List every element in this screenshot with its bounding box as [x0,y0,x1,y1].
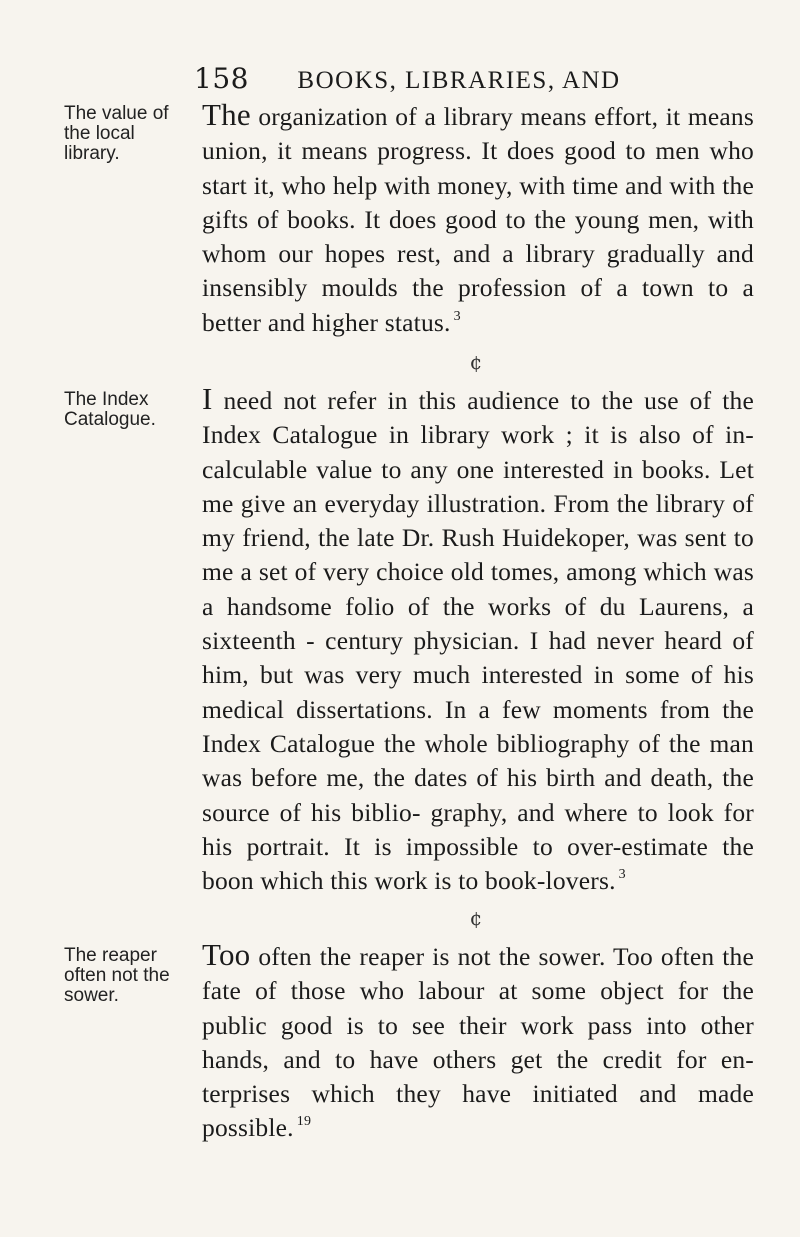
paragraph-first-word: The [202,97,251,132]
running-title: BOOKS, LIBRARIES, AND [297,67,621,94]
paragraph-text: often the reaper is not the sower. Too often the fate of those who labour at some object for the public good is to see their work pass into other hands, and to have others get the credit for en- terprises which they have initiated and made possible. [202,942,754,1143]
paragraph-local-library [202,98,754,340]
paragraph-text: organization of a library means effort, it means union, it means progress. It does good to men who start it, who help with money, with time and with the gifts of books. It does good to the young men, with whom our hopes rest, and a library gradually and insensibly moulds the profession of a town to a better and higher status. [202,102,754,337]
section-ornament: ¢ [469,350,483,374]
margin-note-index-catalogue: The Index Catalogue. [64,389,156,430]
paragraph-first-word: Too [202,937,251,972]
footnote-marker: 3 [453,308,461,324]
running-head [194,62,754,95]
paragraph-first-word: I [202,381,213,416]
margin-note-local-library: The value of the local library. [64,103,169,164]
paragraph-reaper [202,938,754,1146]
section-ornament: ¢ [469,906,483,930]
footnote-marker: 19 [296,1114,312,1130]
footnote-marker: 3 [618,867,626,883]
margin-note-reaper: The reaper often not the sower. [64,945,170,1006]
page-number: 158 [194,62,249,95]
paragraph-text: need not refer in this audience to the use of the Index Catalogue in library work ; it is also of in- calculable value to any one interested in books. Let me give an everyday illustration. From the library of my friend, the late Dr. Rush Huidekoper, was sent to me a set of very choice old tomes, among which was a handsome folio of the works of du Laurens, a sixteenth - century physician. I had never heard of him, but was very much interested in some of his medical dissertations. In a few moments from the Index Catalogue the whole bibliography of the man was before me, the dates of his birth and death, the source of his biblio- graphy, and where to look for his portrait. It is impossible to over-estimate the boon which this work is to book-lovers. [202,386,754,896]
paragraph-index-catalogue [202,382,754,898]
